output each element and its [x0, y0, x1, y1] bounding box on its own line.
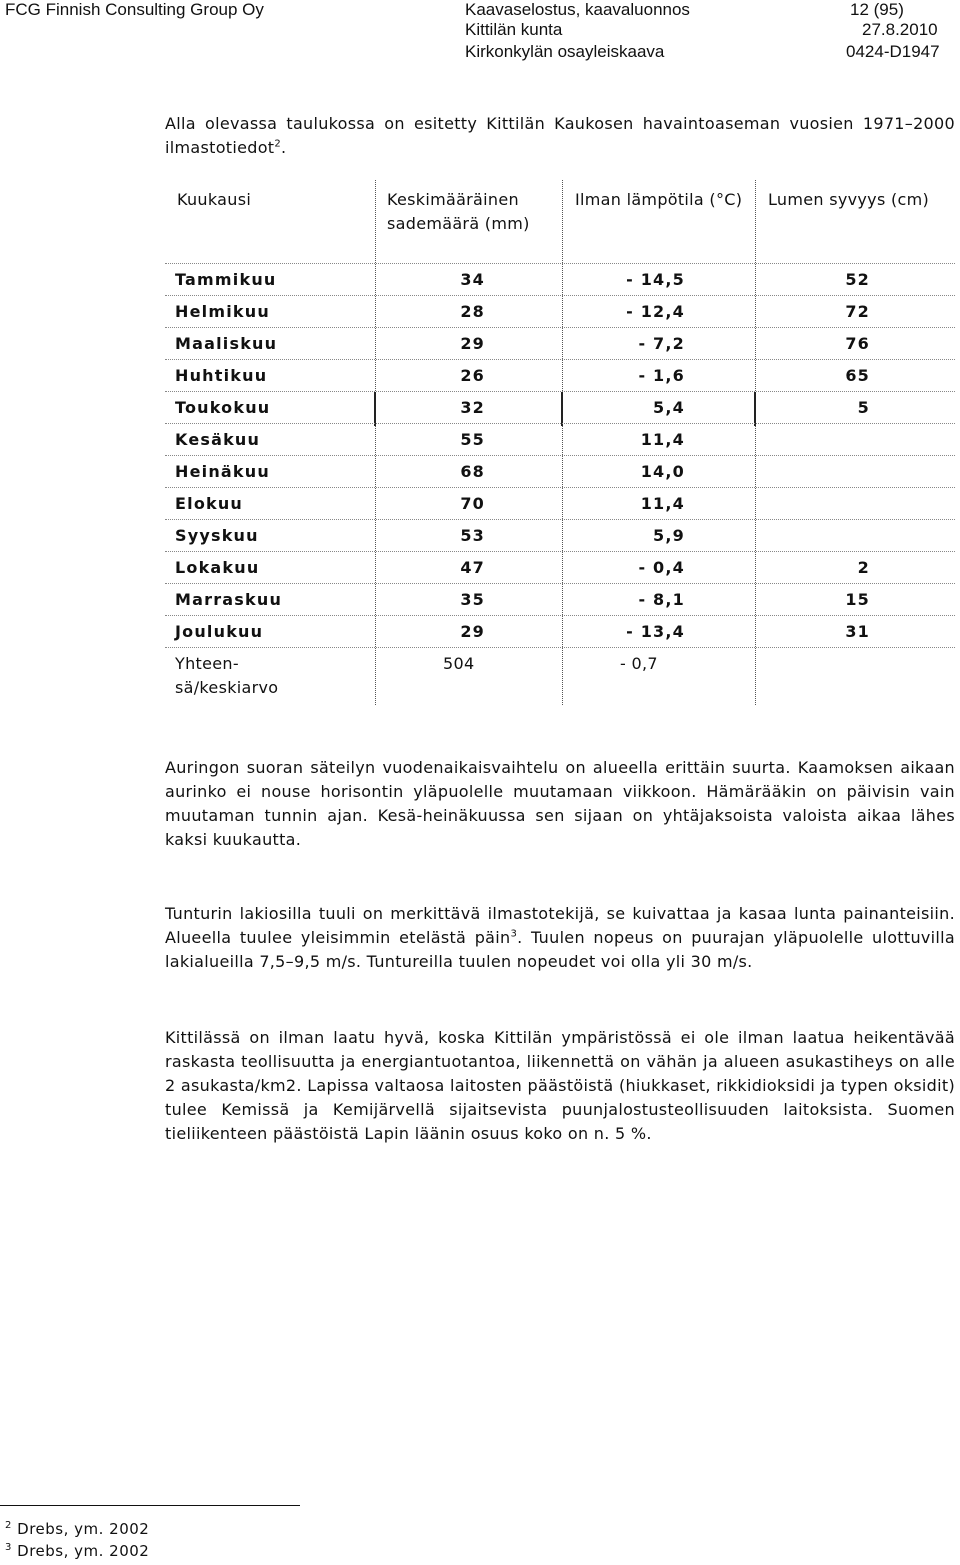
month-cell: Toukokuu — [175, 398, 271, 417]
header-temp: Ilman lämpötila (°C) — [575, 190, 743, 209]
snow-cell: 31 — [845, 622, 870, 641]
snow-cell: 2 — [857, 558, 870, 577]
snow-cell — [755, 424, 870, 456]
table-row — [165, 296, 955, 328]
total-rain: 504 — [443, 654, 475, 673]
rain-cell: 70 — [460, 494, 485, 513]
table-row — [165, 424, 955, 456]
total-row — [165, 648, 955, 704]
footnote-3 — [5, 1540, 149, 1562]
temp-cell: 5,9 — [653, 526, 685, 545]
month-cell: Huhtikuu — [175, 366, 268, 385]
month-cell: Helmikuu — [175, 302, 270, 321]
paragraph-wind-b: . Tuulen nopeus on puurajan yläpuolelle ulottuvilla lakialueilla 7,5–9,5 m/s. Tuntureilla tuulen nopeudet voi olla yli 30 m/s. — [165, 928, 955, 971]
month-cell: Tammikuu — [175, 270, 277, 289]
temp-cell: 5,4 — [653, 398, 685, 417]
snow-cell: 52 — [845, 270, 870, 289]
table-row — [165, 392, 955, 424]
table-row — [165, 616, 955, 648]
paragraph-solar: Auringon suoran säteilyn vuodenaikaisvaihtelu on alueella erittäin suurta. Kaamoksen aikaan aurinko ei nouse horisontin yläpuolelle muutamaan viikkoon. Hämärääkin on päivisin vain muutaman tunnin ajan. Kesä-heinäkuussa sen sijaan on yhtäjaksoista valoista aikaa lähes kaksi kuukautta. — [165, 758, 955, 849]
table-row — [165, 520, 955, 552]
total-label-line2: sä/keskiarvo — [175, 678, 279, 697]
snow-cell: 65 — [845, 366, 870, 385]
rain-cell: 34 — [460, 270, 485, 289]
temp-cell: - 8,1 — [638, 590, 685, 609]
rain-cell: 32 — [460, 398, 485, 417]
temp-cell: - 0,4 — [638, 558, 685, 577]
month-cell: Lokakuu — [175, 558, 260, 577]
intro-end: . — [281, 138, 287, 157]
footnote-number: 3 — [5, 1542, 12, 1553]
temp-cell: - 14,5 — [626, 270, 685, 289]
footnote-separator — [0, 1505, 300, 1506]
table-row — [165, 264, 955, 296]
snow-cell: 72 — [845, 302, 870, 321]
paragraph-air-quality: Kittilässä on ilman laatu hyvä, koska Kittilän ympäristössä ei ole ilman laatua heikentävää raskasta teollisuutta ja energiantuotantoa, liikennettä on vähän ja alueen asukastiheys on alle 2 asukasta/km2. Lapissa valtaosa laitosten päästöistä (hiukkaset, rikkidioksidi ja typen oksidit) tulee Kemissä ja Kemijärvellä sijaitsevista puunjalostusteollisuuden laitoksista. Suomen tieliikenteen päästöistä Lapin läänin osuus koko on n. 5 %. — [165, 1028, 955, 1143]
table-row — [165, 584, 955, 616]
paragraph-wind — [165, 902, 955, 974]
month-cell: Marraskuu — [175, 590, 283, 609]
table-row — [165, 552, 955, 584]
company-name: FCG Finnish Consulting Group Oy — [5, 0, 264, 19]
footnote-text: Drebs, ym. 2002 — [17, 1520, 150, 1538]
month-cell: Kesäkuu — [175, 430, 261, 449]
temp-cell: - 12,4 — [626, 302, 685, 321]
total-temp: - 0,7 — [620, 654, 658, 673]
snow-cell: 15 — [845, 590, 870, 609]
temp-cell: 11,4 — [640, 494, 685, 513]
snow-cell — [755, 488, 870, 520]
rain-cell: 28 — [460, 302, 485, 321]
intro-text: Alla olevassa taulukossa on esitetty Kittilän Kaukosen havaintoaseman vuosien 1971–2000 ilmastotiedot — [165, 114, 955, 157]
month-cell: Heinäkuu — [175, 462, 270, 481]
total-label — [175, 652, 278, 700]
page-number: 12 (95) — [850, 0, 904, 19]
temp-cell: - 13,4 — [626, 622, 685, 641]
footnote-ref-2: 2 — [274, 138, 282, 150]
snow-cell: 76 — [845, 334, 870, 353]
rain-cell: 68 — [460, 462, 485, 481]
month-cell: Syyskuu — [175, 526, 259, 545]
paragraph-wind-a: Tunturin lakiosilla tuuli on merkittävä ilmastotekijä, se kuivattaa ja kasaa lunta painanteisiin. Alueella tuulee yleisimmin etelästä päin — [165, 904, 955, 947]
document-type: Kaavaselostus, kaavaluonnos — [465, 0, 690, 19]
header-snow: Lumen syvyys (cm) — [768, 190, 930, 209]
rain-cell: 26 — [460, 366, 485, 385]
temp-cell: 14,0 — [640, 462, 685, 481]
month-cell: Maaliskuu — [175, 334, 278, 353]
snow-cell — [755, 520, 870, 552]
rain-cell: 55 — [460, 430, 485, 449]
plan-name: Kirkonkylän osayleiskaava — [465, 42, 665, 61]
municipality: Kittilän kunta — [465, 20, 563, 39]
intro-paragraph — [165, 112, 955, 160]
total-label-line1: Yhteen- — [175, 654, 239, 673]
rain-cell: 29 — [460, 622, 485, 641]
footnote-ref-3: 3 — [510, 928, 518, 940]
header-rain: Keskimääräinen sademäärä (mm) — [387, 190, 530, 233]
month-cell: Joulukuu — [175, 622, 264, 641]
footnote-number: 2 — [5, 1520, 12, 1531]
rain-cell: 35 — [460, 590, 485, 609]
footnote-text: Drebs, ym. 2002 — [17, 1542, 150, 1560]
document-id: 0424-D1947 — [846, 42, 940, 61]
snow-cell: 5 — [857, 398, 870, 417]
rain-cell: 47 — [460, 558, 485, 577]
table-row — [165, 488, 955, 520]
table-row — [165, 360, 955, 392]
rain-cell: 29 — [460, 334, 485, 353]
snow-cell — [755, 456, 870, 488]
temp-cell: 11,4 — [640, 430, 685, 449]
table-row — [165, 456, 955, 488]
temp-cell: - 7,2 — [638, 334, 685, 353]
temp-cell: - 1,6 — [638, 366, 685, 385]
header-month: Kuukausi — [177, 190, 252, 209]
footnote-2 — [5, 1518, 149, 1540]
table-row — [165, 328, 955, 360]
document-date: 27.8.2010 — [862, 20, 938, 39]
month-cell: Elokuu — [175, 494, 244, 513]
rain-cell: 53 — [460, 526, 485, 545]
